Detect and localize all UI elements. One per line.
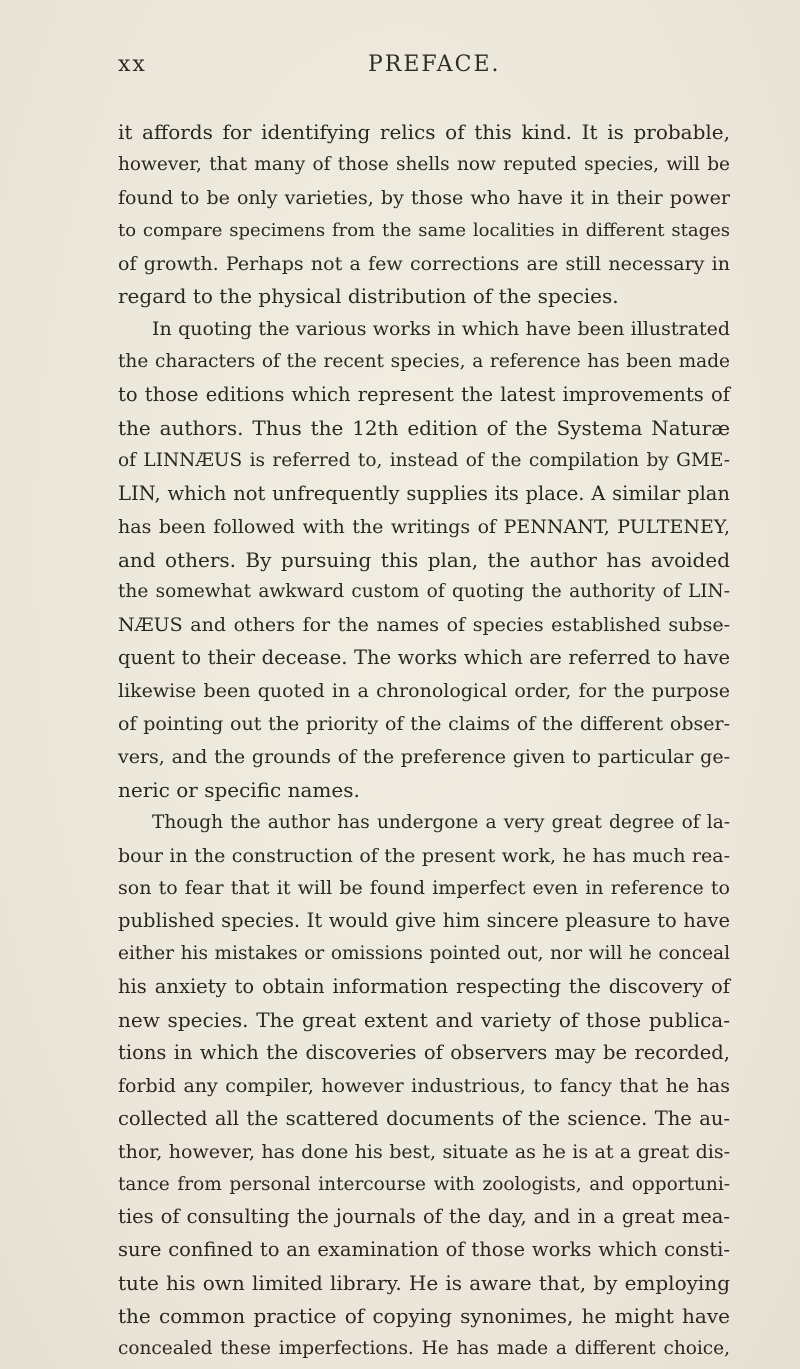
text-line: tance from personal intercourse with zoologists, and opportuni- bbox=[118, 1173, 730, 1195]
page-number: xx bbox=[118, 52, 147, 77]
text-line: thor, however, has done his best, situate as he is at a great dis- bbox=[118, 1140, 730, 1163]
running-head bbox=[118, 52, 718, 82]
text-line: forbid any compiler, however industrious, to fancy that he has bbox=[118, 1074, 730, 1097]
page-title: PREFACE. bbox=[368, 52, 501, 77]
text-line: of pointing out the priority of the claims of the different obser- bbox=[118, 713, 730, 736]
text-line: Though the author has undergone a very great degree of la- bbox=[152, 811, 730, 833]
text-line: has been followed with the writings of PENNANT, PULTENEY, bbox=[118, 515, 730, 538]
text-line: either his mistakes or omissions pointed out, nor will he conceal bbox=[118, 943, 730, 965]
text-line: it affords for identifying relics of this kind. It is probable, bbox=[118, 120, 730, 144]
text-line: however, that many of those shells now reputed species, will be bbox=[118, 153, 730, 175]
text-line: sure confined to an examination of those works which consti- bbox=[118, 1238, 730, 1262]
text-line: neric or specific names. bbox=[118, 777, 360, 802]
text-line: to compare specimens from the same localities in different stages bbox=[118, 219, 730, 241]
text-line: his anxiety to obtain information respecting the discovery of bbox=[118, 975, 730, 999]
text-line: regard to the physical distribution of the species. bbox=[118, 284, 619, 309]
text-line: quent to their decease. The works which are referred to have bbox=[118, 646, 730, 670]
text-line: concealed these imperfections. He has made a different choice, bbox=[118, 1337, 730, 1359]
text-line: bour in the construction of the present work, he has much rea- bbox=[118, 844, 730, 867]
text-line: tute his own limited library. He is aware that, by employing bbox=[118, 1271, 730, 1296]
text-line: the characters of the recent species, a reference has been made bbox=[118, 351, 730, 373]
text-line: new species. The great extent and variety of those publica- bbox=[118, 1008, 730, 1033]
text-line: the somewhat awkward custom of quoting the authority of LIN- bbox=[118, 581, 730, 603]
text-line: the authors. Thus the 12th edition of the Systema Naturæ bbox=[118, 416, 730, 441]
text-line: the common practice of copying synonimes, he might have bbox=[118, 1304, 730, 1329]
text-line: and others. By pursuing this plan, the author has avoided bbox=[118, 547, 730, 572]
text-line: found to be only varieties, by those who have it in their power bbox=[118, 186, 730, 209]
text-line: of LINNÆUS is referred to, instead of the compilation by GME- bbox=[118, 449, 730, 471]
text-line: tions in which the discoveries of observers may be recorded, bbox=[118, 1040, 730, 1064]
text-line: to those editions which represent the latest improvements of bbox=[118, 383, 730, 407]
text-line: likewise been quoted in a chronological order, for the purpose bbox=[118, 680, 730, 703]
text-line: collected all the scattered documents of the science. The au- bbox=[118, 1106, 730, 1130]
text-line: NÆUS and others for the names of species established subse- bbox=[118, 614, 730, 637]
text-line: LIN, which not unfrequently supplies its place. A similar plan bbox=[118, 481, 730, 505]
text-line: published species. It would give him sincere pleasure to have bbox=[118, 909, 730, 933]
text-line: ties of consulting the journals of the day, and in a great mea- bbox=[118, 1205, 730, 1229]
text-line: In quoting the various works in which have been illustrated bbox=[152, 318, 730, 341]
body-text bbox=[118, 116, 730, 1366]
text-line: of growth. Perhaps not a few corrections are still necessary in bbox=[118, 252, 730, 275]
text-line: son to fear that it will be found imperfect even in reference to bbox=[118, 877, 730, 900]
text-line: vers, and the grounds of the preference given to particular ge- bbox=[118, 745, 730, 768]
